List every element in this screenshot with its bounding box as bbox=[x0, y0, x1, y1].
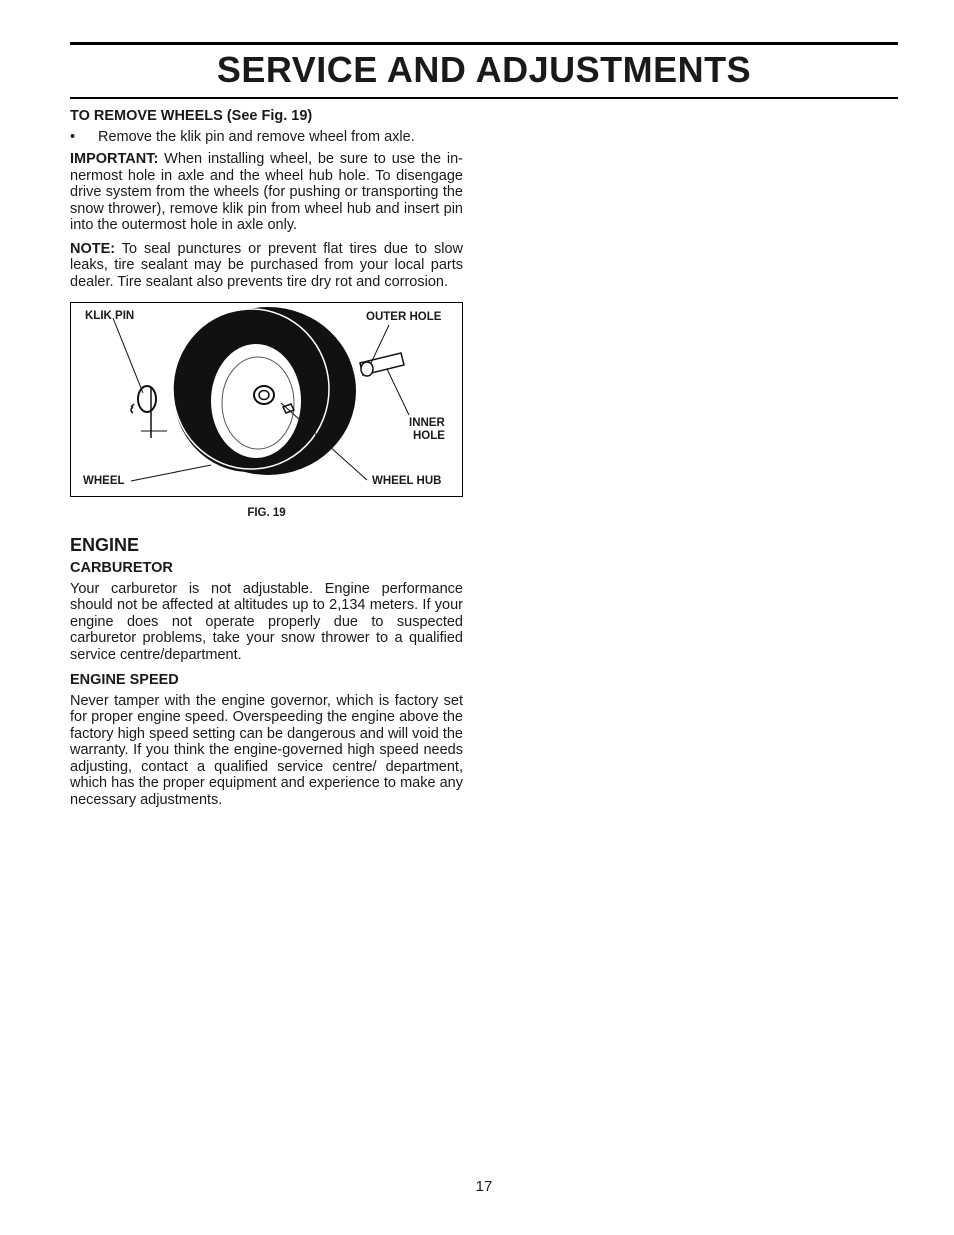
header-rule-bottom bbox=[70, 97, 898, 99]
figure-19 bbox=[70, 302, 463, 497]
axle-end bbox=[361, 362, 373, 376]
important-text: When installing wheel, be sure to use the innermost hole in axle and the wheel hub hole. To disengage drive system from the wheels (for pushing or transporting the snow thrower), remove klik pin from wheel hub and insert pin into the outermost hole in axle only. bbox=[70, 151, 463, 233]
klik-pin-ring bbox=[138, 386, 156, 412]
leader-klik-pin bbox=[113, 318, 143, 393]
note-text: To seal punctures or prevent flat tires due to slow leaks, tire sealant may be purchased from your local parts dealer. Tire sealant also prevents tire dry rot and corrosion. bbox=[70, 240, 463, 290]
bullet-text: Remove the klik pin and remove wheel from axle. bbox=[98, 128, 415, 145]
important-paragraph bbox=[70, 151, 463, 234]
figure-caption: FIG. 19 bbox=[247, 507, 286, 519]
page-number: 17 bbox=[475, 1178, 493, 1195]
hub-bore bbox=[259, 391, 269, 400]
engine-speed-paragraph: Never tamper with the engine governor, which is factory set for proper engine speed. Overspeeding the engine above the factory high speed setting can be dangerous and will void the warranty. If you think the engine-governed high speed needs adjusting, contact a qualified service centre/ department, which has the proper equipment and experience to make any necessary adjustments. bbox=[70, 692, 463, 808]
label-inner-hole-line-2: HOLE bbox=[413, 430, 445, 442]
note-label: NOTE: bbox=[70, 240, 116, 257]
carburetor-paragraph: Your carburetor is not adjustable. Engine performance should not be affected at altitudes up to 2,134 meters. If your engine does not operate properly due to suspected carburetor problems, take your snow thrower to a qualified service centre/department. bbox=[70, 580, 463, 663]
leader-inner-hole bbox=[387, 369, 409, 415]
remove-wheels-bullet bbox=[70, 129, 463, 146]
bullet-symbol: • bbox=[70, 128, 76, 145]
label-wheel-hub: WHEEL HUB bbox=[372, 475, 442, 487]
engine-heading: ENGINE bbox=[70, 534, 140, 555]
important-label: IMPORTANT: bbox=[70, 151, 159, 167]
label-inner-hole-line-1: INNER bbox=[409, 417, 445, 429]
remove-wheels-heading: TO REMOVE WHEELS (See Fig. 19) bbox=[70, 108, 313, 124]
label-klik-pin: KLIK PIN bbox=[85, 310, 135, 322]
main-column bbox=[70, 108, 463, 815]
page-title: SERVICE AND ADJUSTMENTS bbox=[216, 49, 752, 90]
leader-wheel bbox=[131, 465, 211, 481]
wheel-illustration bbox=[71, 303, 462, 496]
engine-speed-heading: ENGINE SPEED bbox=[70, 672, 179, 688]
klik-pin-clip bbox=[131, 404, 134, 413]
label-outer-hole: OUTER HOLE bbox=[366, 311, 442, 323]
carburetor-heading: CARBURETOR bbox=[70, 560, 173, 576]
note-paragraph bbox=[70, 241, 463, 291]
header-rule-top bbox=[70, 42, 898, 45]
label-wheel: WHEEL bbox=[83, 475, 125, 487]
